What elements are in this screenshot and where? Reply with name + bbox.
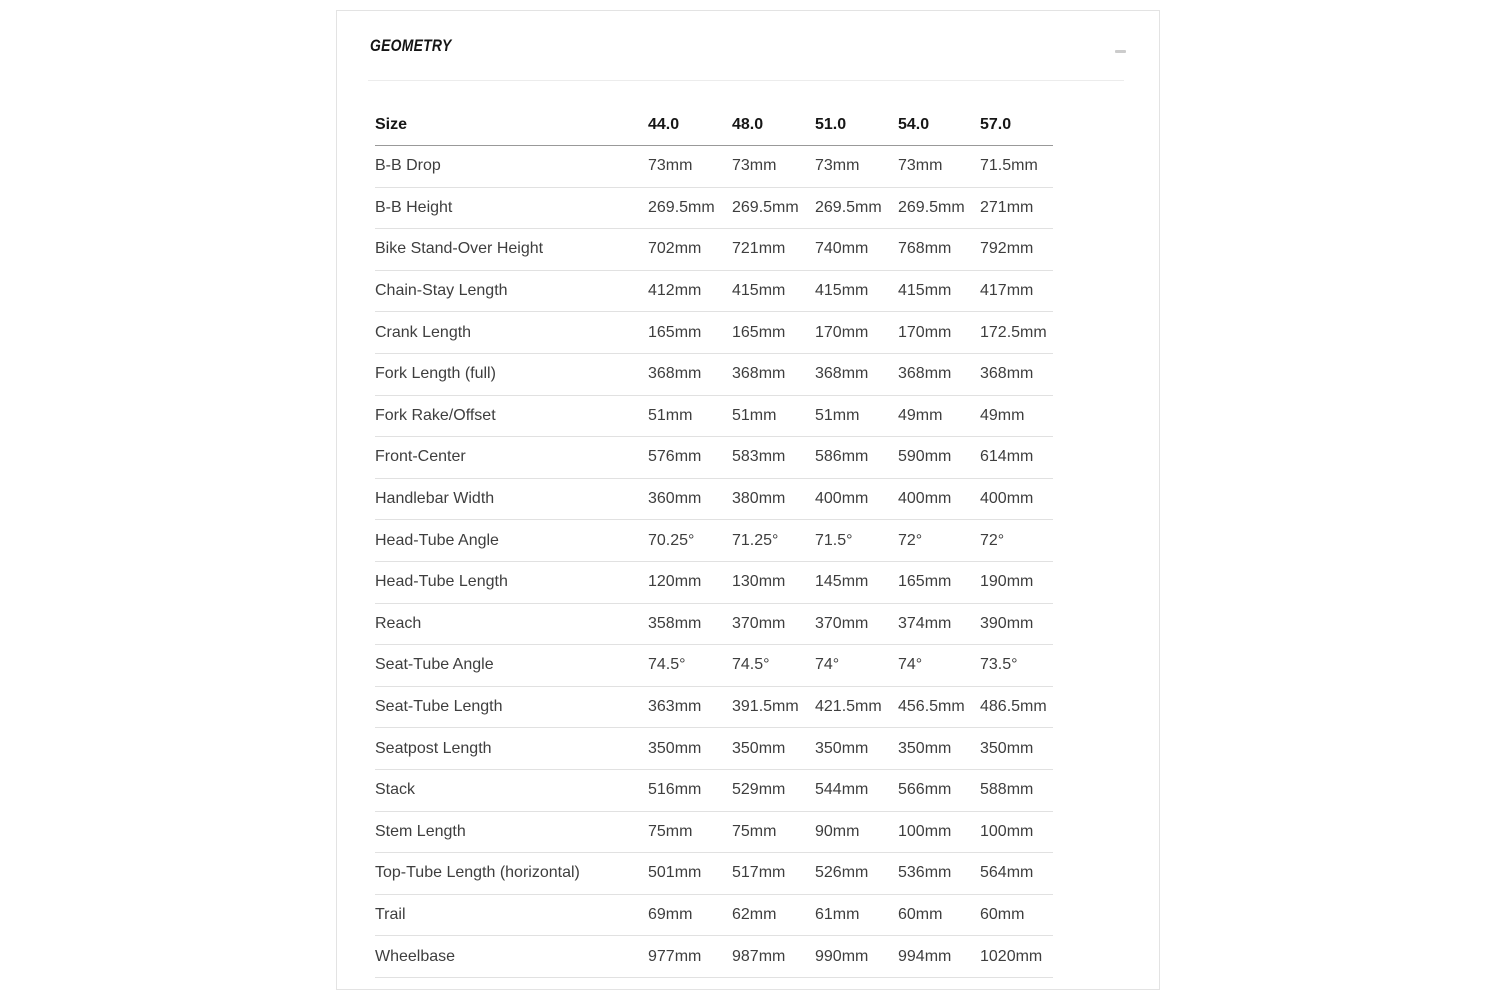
row-value: 702mm bbox=[648, 240, 702, 258]
row-value: 363mm bbox=[648, 698, 702, 716]
row-value: 269.5mm bbox=[732, 198, 799, 216]
row-label: Top-Tube Length (horizontal) bbox=[375, 864, 580, 882]
row-value: 49mm bbox=[898, 406, 943, 424]
row-label: Front-Center bbox=[375, 448, 466, 466]
table-row bbox=[375, 396, 1053, 438]
row-value: 374mm bbox=[898, 614, 952, 632]
row-value: 614mm bbox=[980, 448, 1034, 466]
row-value: 73mm bbox=[815, 157, 860, 175]
row-value: 516mm bbox=[648, 781, 702, 799]
row-value: 994mm bbox=[898, 947, 952, 965]
row-value: 73mm bbox=[732, 157, 777, 175]
row-value: 60mm bbox=[980, 905, 1025, 923]
row-label: Stack bbox=[375, 781, 416, 799]
row-value: 588mm bbox=[980, 781, 1034, 799]
row-value: 977mm bbox=[648, 947, 702, 965]
column-header-size: Size bbox=[375, 116, 408, 133]
row-value: 566mm bbox=[898, 781, 952, 799]
row-value: 583mm bbox=[732, 448, 786, 466]
geometry-table bbox=[375, 105, 1053, 978]
row-value: 391.5mm bbox=[732, 698, 799, 716]
table-row bbox=[375, 645, 1053, 687]
panel-title: GEOMETRY bbox=[370, 36, 452, 55]
row-label: Crank Length bbox=[375, 323, 472, 341]
row-label: Head-Tube Length bbox=[375, 573, 508, 591]
row-value: 73mm bbox=[648, 157, 693, 175]
row-label: B-B Drop bbox=[375, 157, 441, 175]
row-value: 370mm bbox=[732, 614, 786, 632]
row-value: 380mm bbox=[732, 490, 786, 508]
row-value: 269.5mm bbox=[898, 198, 965, 216]
row-value: 415mm bbox=[732, 282, 786, 300]
table-row bbox=[375, 312, 1053, 354]
row-value: 368mm bbox=[732, 365, 786, 383]
table-row bbox=[375, 479, 1053, 521]
row-value: 526mm bbox=[815, 864, 869, 882]
row-value: 501mm bbox=[648, 864, 702, 882]
table-row bbox=[375, 271, 1053, 313]
row-value: 165mm bbox=[732, 323, 786, 341]
column-header-44: 44.0 bbox=[648, 116, 680, 133]
row-label: Trail bbox=[375, 905, 406, 923]
row-value: 400mm bbox=[980, 490, 1034, 508]
row-label: Wheelbase bbox=[375, 947, 456, 965]
table-row bbox=[375, 146, 1053, 188]
row-label: B-B Height bbox=[375, 198, 453, 216]
table-row bbox=[375, 812, 1053, 854]
row-value: 1020mm bbox=[980, 947, 1043, 965]
row-label: Chain-Stay Length bbox=[375, 282, 508, 300]
row-value: 456.5mm bbox=[898, 698, 965, 716]
row-value: 49mm bbox=[980, 406, 1025, 424]
table-row bbox=[375, 770, 1053, 812]
row-value: 586mm bbox=[815, 448, 869, 466]
table-row bbox=[375, 520, 1053, 562]
table-row bbox=[375, 188, 1053, 230]
row-value: 792mm bbox=[980, 240, 1034, 258]
row-value: 172.5mm bbox=[980, 323, 1047, 341]
row-value: 517mm bbox=[732, 864, 786, 882]
row-value: 350mm bbox=[648, 739, 702, 757]
row-value: 368mm bbox=[815, 365, 869, 383]
row-value: 564mm bbox=[980, 864, 1034, 882]
row-label: Stem Length bbox=[375, 822, 466, 840]
row-value: 130mm bbox=[732, 573, 786, 591]
row-value: 368mm bbox=[980, 365, 1034, 383]
row-value: 269.5mm bbox=[815, 198, 882, 216]
row-value: 350mm bbox=[980, 739, 1034, 757]
row-value: 415mm bbox=[815, 282, 869, 300]
row-value: 170mm bbox=[815, 323, 869, 341]
row-value: 165mm bbox=[898, 573, 952, 591]
row-value: 987mm bbox=[732, 947, 786, 965]
row-value: 74.5° bbox=[648, 656, 686, 674]
panel-divider bbox=[368, 80, 1124, 81]
geometry-table-body bbox=[375, 146, 1053, 978]
table-row bbox=[375, 354, 1053, 396]
minus-icon bbox=[1115, 50, 1126, 53]
row-value: 768mm bbox=[898, 240, 952, 258]
row-value: 73.5° bbox=[980, 656, 1018, 674]
row-value: 360mm bbox=[648, 490, 702, 508]
row-value: 120mm bbox=[648, 573, 702, 591]
row-label: Seat-Tube Length bbox=[375, 698, 503, 716]
row-value: 71.5mm bbox=[980, 157, 1038, 175]
column-header-54: 54.0 bbox=[898, 116, 930, 133]
row-value: 529mm bbox=[732, 781, 786, 799]
row-value: 417mm bbox=[980, 282, 1034, 300]
row-value: 368mm bbox=[898, 365, 952, 383]
row-value: 170mm bbox=[898, 323, 952, 341]
row-value: 69mm bbox=[648, 905, 693, 923]
column-header-57: 57.0 bbox=[980, 116, 1012, 133]
row-value: 71.5° bbox=[815, 531, 853, 549]
table-row bbox=[375, 895, 1053, 937]
row-value: 72° bbox=[898, 531, 923, 549]
table-row bbox=[375, 687, 1053, 729]
row-value: 350mm bbox=[898, 739, 952, 757]
row-value: 590mm bbox=[898, 448, 952, 466]
row-value: 990mm bbox=[815, 947, 869, 965]
row-value: 576mm bbox=[648, 448, 702, 466]
row-value: 100mm bbox=[980, 822, 1034, 840]
row-value: 72° bbox=[980, 531, 1005, 549]
row-value: 90mm bbox=[815, 822, 860, 840]
row-label: Handlebar Width bbox=[375, 490, 495, 508]
table-row bbox=[375, 853, 1053, 895]
row-value: 544mm bbox=[815, 781, 869, 799]
geometry-panel bbox=[336, 10, 1160, 990]
table-row bbox=[375, 562, 1053, 604]
row-value: 51mm bbox=[648, 406, 693, 424]
row-value: 350mm bbox=[732, 739, 786, 757]
row-value: 350mm bbox=[815, 739, 869, 757]
row-label: Bike Stand-Over Height bbox=[375, 240, 544, 258]
row-value: 390mm bbox=[980, 614, 1034, 632]
table-row bbox=[375, 604, 1053, 646]
row-value: 190mm bbox=[980, 573, 1034, 591]
row-value: 74° bbox=[815, 656, 840, 674]
table-row bbox=[375, 728, 1053, 770]
row-value: 370mm bbox=[815, 614, 869, 632]
row-value: 75mm bbox=[648, 822, 693, 840]
row-value: 145mm bbox=[815, 573, 869, 591]
row-value: 721mm bbox=[732, 240, 786, 258]
row-value: 165mm bbox=[648, 323, 702, 341]
row-value: 269.5mm bbox=[648, 198, 715, 216]
table-row bbox=[375, 437, 1053, 479]
column-header-51: 51.0 bbox=[815, 116, 847, 133]
row-value: 740mm bbox=[815, 240, 869, 258]
column-header-48: 48.0 bbox=[732, 116, 764, 133]
row-label: Head-Tube Angle bbox=[375, 531, 499, 549]
row-label: Reach bbox=[375, 614, 422, 632]
table-header-row bbox=[375, 105, 1053, 146]
row-value: 73mm bbox=[898, 157, 943, 175]
row-label: Seat-Tube Angle bbox=[375, 656, 494, 674]
row-value: 415mm bbox=[898, 282, 952, 300]
row-label: Fork Length (full) bbox=[375, 365, 496, 383]
table-row bbox=[375, 936, 1053, 978]
row-value: 368mm bbox=[648, 365, 702, 383]
row-value: 60mm bbox=[898, 905, 943, 923]
row-value: 51mm bbox=[815, 406, 860, 424]
row-value: 74.5° bbox=[732, 656, 770, 674]
row-value: 71.25° bbox=[732, 531, 779, 549]
table-row bbox=[375, 229, 1053, 271]
row-value: 400mm bbox=[815, 490, 869, 508]
row-value: 271mm bbox=[980, 198, 1034, 216]
collapse-button[interactable] bbox=[1111, 44, 1129, 58]
row-value: 486.5mm bbox=[980, 698, 1047, 716]
row-value: 421.5mm bbox=[815, 698, 882, 716]
row-value: 62mm bbox=[732, 905, 777, 923]
row-value: 412mm bbox=[648, 282, 702, 300]
row-value: 358mm bbox=[648, 614, 702, 632]
row-value: 70.25° bbox=[648, 531, 695, 549]
row-label: Fork Rake/Offset bbox=[375, 406, 496, 424]
row-label: Seatpost Length bbox=[375, 739, 492, 757]
row-value: 61mm bbox=[815, 905, 860, 923]
row-value: 536mm bbox=[898, 864, 952, 882]
row-value: 74° bbox=[898, 656, 923, 674]
row-value: 400mm bbox=[898, 490, 952, 508]
row-value: 100mm bbox=[898, 822, 952, 840]
row-value: 51mm bbox=[732, 406, 777, 424]
row-value: 75mm bbox=[732, 822, 777, 840]
